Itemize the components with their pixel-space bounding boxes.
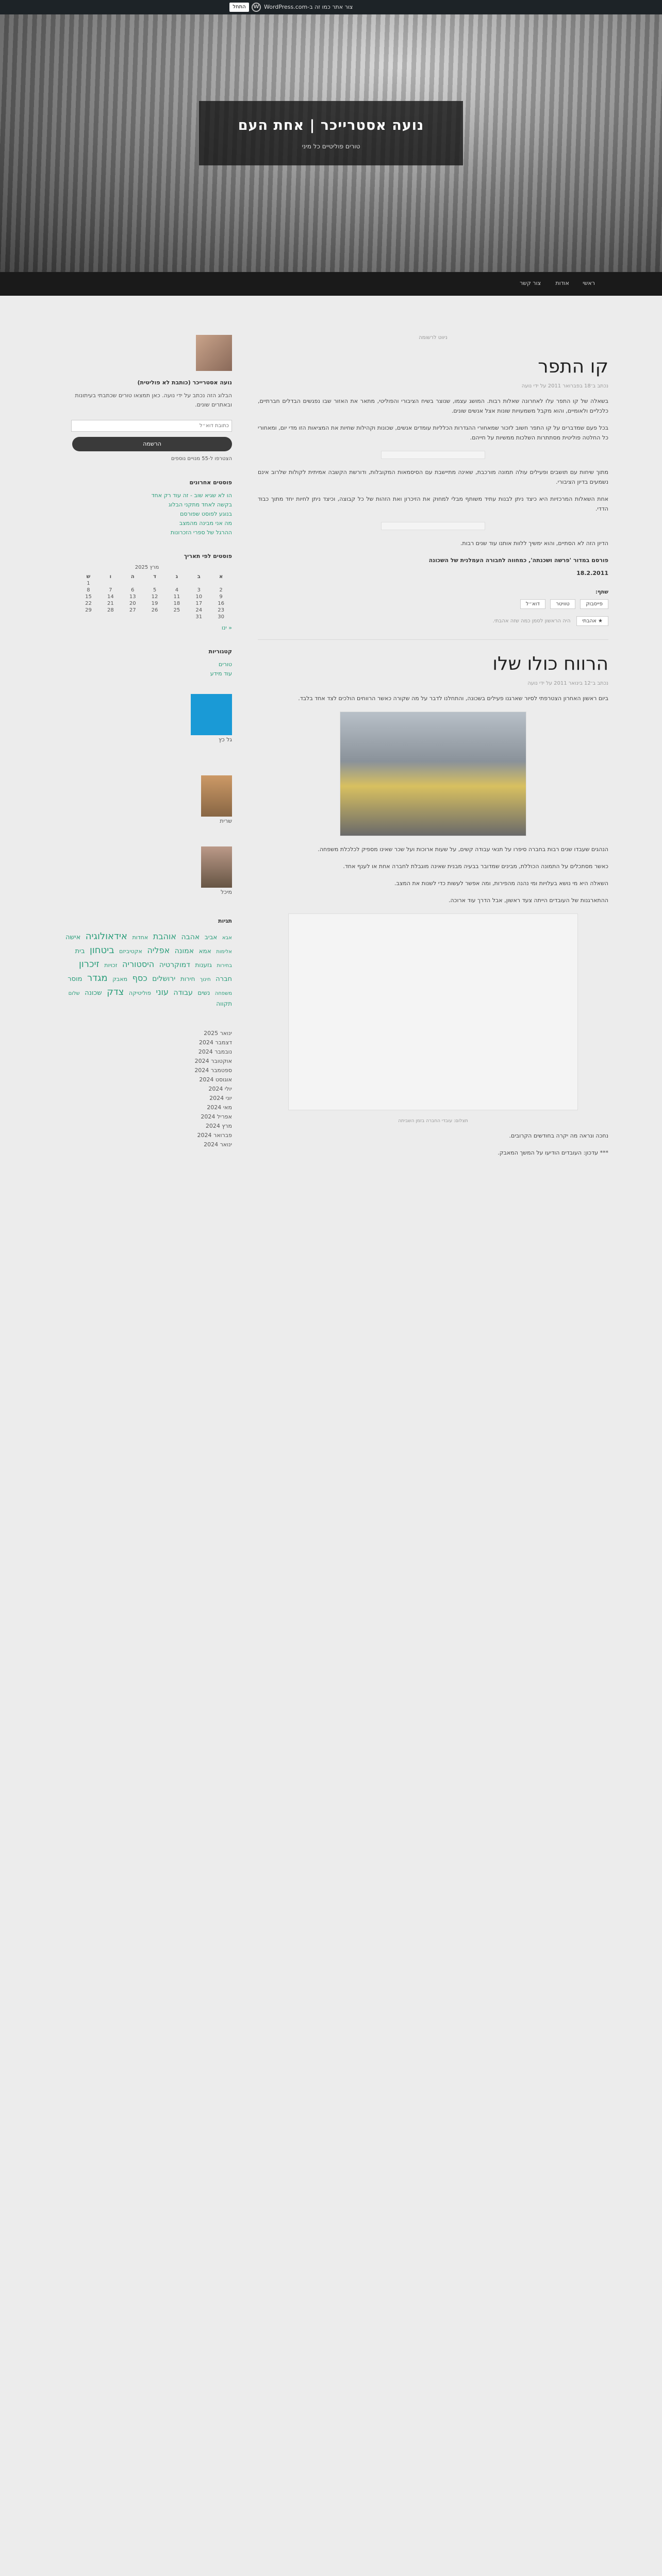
image-caption: תצלום: עובדי החברה בזמן השביתה xyxy=(398,1118,468,1124)
site-title[interactable]: נועה אסטרייכר | אחת העם xyxy=(238,117,424,133)
tag-link[interactable]: אמונה xyxy=(174,947,194,955)
calendar-day: 11 xyxy=(173,594,180,600)
post-image xyxy=(381,522,485,530)
tag-link[interactable]: כסף xyxy=(132,973,147,983)
post-body xyxy=(258,693,608,1158)
calendar-day xyxy=(210,580,232,587)
recent-post-link[interactable]: הו לא שגיא שוב - זה עוד רק אחד xyxy=(151,492,232,499)
calendar-day: 26 xyxy=(151,607,158,613)
calendar-day xyxy=(122,580,144,587)
calendar-day: 3 xyxy=(197,587,201,593)
post-image xyxy=(381,451,485,459)
category-link[interactable]: טורים xyxy=(218,661,232,668)
share-facebook-button[interactable]: פייסבוק xyxy=(580,599,608,609)
tag-link[interactable]: צדק xyxy=(107,987,124,997)
archive-month-link[interactable]: נובמבר 2024 xyxy=(198,1048,232,1055)
post-separator xyxy=(258,639,608,640)
calendar-prev-link[interactable]: « ינו xyxy=(221,624,232,631)
post-paragraph: ההתארגנות של העובדים הייתה צעד ראשון, אבל הדרך עוד ארוכה. xyxy=(448,897,608,904)
calendar-day-header: ש xyxy=(86,574,91,580)
archive-month-link[interactable]: יוני 2024 xyxy=(209,1095,232,1101)
calendar-day: 12 xyxy=(151,594,158,600)
person-image[interactable] xyxy=(191,694,232,735)
star-icon: ★ xyxy=(598,618,603,624)
share-title: שתף: xyxy=(595,589,608,595)
tag-link[interactable]: עבודה xyxy=(173,989,193,997)
share-email-button[interactable]: דוא״ל xyxy=(520,599,545,609)
calendar-day: 6 xyxy=(131,587,135,593)
person-image[interactable] xyxy=(201,846,232,888)
person-image[interactable] xyxy=(201,775,232,817)
tag-link[interactable]: פוליטיקה xyxy=(128,990,152,996)
like-button-label: אהבתי xyxy=(582,618,597,624)
tag-link[interactable]: שלום xyxy=(68,991,80,996)
calendar-day: 1 xyxy=(87,581,90,586)
post-footer-date: 18.2.2011 xyxy=(576,570,608,577)
category-link[interactable]: עוד מידע xyxy=(210,670,232,677)
subscribe-note: הצטרפו ל-55 מנויים נוספים xyxy=(171,456,232,462)
subscribe-button[interactable]: הרשמה xyxy=(72,437,232,451)
tag-link[interactable]: אפליה xyxy=(147,945,170,955)
calendar-day xyxy=(144,614,166,620)
tag-link[interactable]: חינוך xyxy=(200,977,211,982)
tag-link[interactable]: מאבק xyxy=(112,976,128,982)
calendar-day-header: ה xyxy=(130,574,135,580)
sidebar xyxy=(62,335,232,1149)
tag-link[interactable]: אביב xyxy=(204,934,218,941)
tag-link[interactable]: תקווה xyxy=(216,1000,232,1007)
calendar-day: 17 xyxy=(195,601,203,606)
admin-bar xyxy=(0,0,662,14)
post-paragraph: *** עדכון: העובדים הודיעו על המשך המאבק. xyxy=(498,1149,608,1156)
tag-link[interactable]: אלימות xyxy=(216,949,232,955)
tag-cloud xyxy=(62,929,232,1008)
calendar-day xyxy=(166,580,188,587)
profile-widget xyxy=(62,335,232,410)
recent-posts-title: פוסטים אחרונים xyxy=(189,479,232,486)
calendar-day: 14 xyxy=(107,594,114,600)
tag-link[interactable]: חברה xyxy=(216,975,232,983)
tag-link[interactable]: משפחה xyxy=(214,991,232,996)
calendar-day: 16 xyxy=(218,601,224,606)
wordpress-logo-icon[interactable]: W xyxy=(252,3,261,12)
post-paragraph: הדיון הזה לא הסתיים, והוא ימשיך ללוות אותנו עוד שנים רבות. xyxy=(460,540,608,547)
calendar-day: 23 xyxy=(218,607,224,613)
post xyxy=(258,356,608,626)
tag-link[interactable]: מגדר xyxy=(87,973,108,984)
tag-link[interactable]: אבא xyxy=(222,935,232,941)
calendar-day xyxy=(122,614,144,620)
calendar-day xyxy=(188,580,210,587)
calendar-day: 28 xyxy=(107,607,114,613)
archive-month-link[interactable]: יולי 2024 xyxy=(208,1086,232,1092)
tag-link[interactable]: דמוקרטיה xyxy=(159,961,190,969)
recent-post-link[interactable]: בנוגע לפוסט שפורסם xyxy=(180,511,232,517)
archive-month-link[interactable]: אוקטובר 2024 xyxy=(194,1058,232,1064)
tag-link[interactable]: בית xyxy=(75,947,85,955)
archive-month-link[interactable]: אוגוסט 2024 xyxy=(199,1076,232,1083)
tag-link[interactable]: אידאולוגיה xyxy=(85,931,127,942)
post-body xyxy=(258,396,608,578)
post-meta: נכתב ב־18 בפברואר 2011 על ידי נועה xyxy=(521,383,608,389)
main-nav xyxy=(0,272,662,296)
archive-month-link[interactable]: אפריל 2024 xyxy=(201,1113,232,1120)
post xyxy=(258,653,608,1158)
calendar-month: מרץ 2025 xyxy=(135,565,159,570)
calendar-day: 29 xyxy=(85,607,92,613)
tag-link[interactable]: נשים xyxy=(197,989,210,996)
post-paragraph: אחת השאלות המרכזיות היא כיצד ניתן לבנות עתיד משותף מבלי למחוק את הזיכרון ואת הזהות של כל קבוצה, וכיצד ניתן לחיות יחד מתוך כבוד הדדי. xyxy=(258,496,608,512)
recent-post-link[interactable]: מה אני מבינה מהמצב xyxy=(179,520,232,527)
calendar-day: 25 xyxy=(173,607,180,613)
calendar-day-header: ב xyxy=(197,574,201,580)
admin-bar-promo[interactable]: צור אתר כמו זה ב-WordPress.com xyxy=(264,4,353,10)
calendar-day-header: א xyxy=(219,574,223,580)
calendar-day: 30 xyxy=(218,614,224,620)
archive-month-link[interactable]: ספטמבר 2024 xyxy=(194,1067,232,1074)
calendar-day: 24 xyxy=(195,607,203,613)
tag-link[interactable]: זכויות xyxy=(104,962,118,969)
categories-widget xyxy=(62,648,232,679)
nav-item-contact[interactable]: צור קשר xyxy=(519,280,541,286)
calendar-day xyxy=(166,614,188,620)
archive-month-link[interactable]: מרץ 2024 xyxy=(205,1123,232,1129)
post-title[interactable]: קו התפר xyxy=(538,356,608,377)
post-title[interactable]: הרווח כולו שלו xyxy=(492,653,608,674)
archive-month-link[interactable]: מאי 2024 xyxy=(207,1104,232,1111)
tag-link[interactable]: אהבה xyxy=(181,933,200,941)
recent-posts-widget xyxy=(62,479,232,537)
post-paragraph: נחכה ונראה מה יקרה בחודשים הקרובים. xyxy=(509,1132,608,1139)
tag-link[interactable]: חירות xyxy=(180,975,195,982)
post-image xyxy=(340,711,526,836)
calendar-day: 9 xyxy=(219,594,223,600)
tag-link[interactable]: אוהבת xyxy=(153,931,176,941)
email-field[interactable] xyxy=(71,420,232,432)
archive-list xyxy=(62,1029,232,1149)
post-paragraph: השאלה היא מי נושא בעלויות ומי נהנה מהפירות, ומה אפשר לעשות כדי לשנות את המצב. xyxy=(394,880,608,887)
site-header xyxy=(0,14,662,272)
calendar-day xyxy=(100,614,122,620)
post-paragraph: בכל פעם שמדברים על קו התפר חשוב לזכור שמאחורי ההגדרות הכלליות עומדים אנשים, שכונות וקהילות שחיות את המציאות הזו מדי יום, ומאחורי כל החלטה פוליטית מסתתרות השלכות ממשיות על חייהם. xyxy=(258,425,608,441)
calendar-day: 22 xyxy=(85,601,92,606)
calendar-day-header: ד xyxy=(153,574,156,580)
calendar-table xyxy=(77,573,232,620)
like-text: היה הראשון לסמן כמה שזה אהבתי. xyxy=(492,618,571,624)
person-caption: שרית xyxy=(220,818,232,824)
site-description: טורים פוליטיים כל מיני xyxy=(302,143,360,150)
post-meta: נכתב ב־12 בינואר 2011 על ידי נועה xyxy=(527,681,608,686)
calendar-day: 18 xyxy=(173,601,180,606)
calendar-day-header: ג xyxy=(175,574,178,580)
tag-link[interactable]: אישה xyxy=(65,934,81,941)
calendar-widget xyxy=(62,553,232,633)
tag-link[interactable]: זיכרון xyxy=(78,959,100,970)
post-paragraph: בשאלה של קו התפר עלו לאחרונה שאלות רבות. המושג עצמו, שנוצר בשיח הציבורי והפוליטי, מתאר את האזור שבו נפגשים הבדלים חברתיים, כלכליים ולאומיים, והוא מקבל משמעויות שונות אצל אנשים שונים. xyxy=(258,398,608,414)
share-twitter-button[interactable]: טוויטר xyxy=(550,599,575,609)
tag-link[interactable]: אחדות xyxy=(132,934,148,941)
tag-link[interactable]: אקטיביזם xyxy=(119,948,142,955)
site-title-box xyxy=(199,101,463,165)
tag-link[interactable]: גזענות xyxy=(195,961,212,969)
avatar[interactable] xyxy=(196,335,232,371)
archive-month-link[interactable]: דצמבר 2024 xyxy=(198,1039,232,1046)
calendar-day: 27 xyxy=(129,607,136,613)
calendar-day xyxy=(100,580,122,587)
post-paragraph: ביום ראשון האחרון הצטרפתי לסיור שארגנו פעילים בשכונה, והתחלנו לדבר על מה שקורה כאשר הרווחים הולכים לצד אחד בלבד. xyxy=(298,695,608,702)
categories-title: קטגוריות xyxy=(208,648,232,655)
tag-link[interactable]: ירושלים xyxy=(152,975,176,983)
nav-item-home[interactable]: ראשי xyxy=(583,280,595,286)
tag-link[interactable]: היסטוריה xyxy=(122,959,155,969)
calendar-day xyxy=(144,580,166,587)
tags-widget xyxy=(62,918,232,1008)
start-button[interactable]: התחל xyxy=(229,3,249,12)
profile-title: נועה אסטרייכר (כותבת לא פוליטית) xyxy=(137,379,232,386)
calendar-day: 13 xyxy=(129,594,136,600)
calendar-day: 5 xyxy=(153,587,157,593)
tag-link[interactable]: בחירות xyxy=(217,963,232,969)
calendar-day: 19 xyxy=(151,601,158,606)
post-paragraph: הנהגים שעבדו שנים רבות בחברה סיפרו על תנאי עבודה קשים, על שעות ארוכות ועל שכר שאינו מספיק לכלכלת משפחה. xyxy=(318,846,608,853)
calendar-day: 7 xyxy=(109,587,112,593)
tag-link[interactable]: אמא xyxy=(198,947,211,955)
archive-month-link[interactable]: ינואר 2025 xyxy=(204,1030,232,1037)
calendar-day: 10 xyxy=(195,594,203,600)
calendar-day-header: ו xyxy=(109,574,112,580)
calendar-day: 2 xyxy=(219,587,223,593)
post-navigation-label[interactable]: ניווט לרשומה xyxy=(419,335,448,341)
tag-link[interactable]: שכונה xyxy=(85,989,102,997)
profile-text: הבלוג הזה נכתב על ידי נועה. כאן תמצאו טורים שכתבתי בעיתונות ובאתרים שונים. xyxy=(75,392,232,408)
calendar-day: 20 xyxy=(129,601,136,606)
calendar-day: 21 xyxy=(107,601,114,606)
subscribe-widget xyxy=(62,420,232,464)
calendar-day: 31 xyxy=(195,614,203,620)
tags-title: תגיות xyxy=(218,918,232,924)
calendar-day: 15 xyxy=(85,594,92,600)
recent-post-link[interactable]: ההרגל של ספרי הזכרונות xyxy=(170,529,232,536)
nav-item-about[interactable]: אודות xyxy=(555,280,569,286)
calendar-title: פוסטים לפי תאריך xyxy=(184,553,232,560)
share-box xyxy=(258,589,608,626)
archive-month-link[interactable]: ינואר 2024 xyxy=(204,1141,232,1148)
tag-link[interactable]: ביטחון xyxy=(89,945,114,956)
main-content xyxy=(258,335,608,1165)
person-caption: מיכל xyxy=(221,889,232,895)
calendar-day xyxy=(77,614,100,620)
post-paragraph: כאשר מסתכלים על התמונה הכוללת, מבינים שמדובר בבעיה מבנית שאינה מוגבלת לחברה אחת או לענף אחד. xyxy=(343,863,608,870)
archive-month-link[interactable]: פברואר 2024 xyxy=(197,1132,232,1139)
person-caption: גל כץ xyxy=(218,736,232,743)
post-image xyxy=(288,913,578,1110)
recent-post-link[interactable]: בקשה לאחד מתקני הבלוג xyxy=(168,501,232,508)
post-paragraph: מתוך שיחות עם תושבים ופעילים עולה תמונה מורכבת, שאינה מתיישבת עם הסיסמאות המקובלות, ודורשת הקשבה אמיתית לקולות שלרוב אינם נשמעים בדיון הציבורי. xyxy=(258,469,608,485)
archive-widget xyxy=(62,1029,232,1149)
tag-link[interactable]: עוני xyxy=(156,987,169,997)
calendar-day: 4 xyxy=(175,587,179,593)
like-button[interactable] xyxy=(576,616,608,626)
tag-link[interactable]: מוסר xyxy=(68,975,82,983)
people-widget xyxy=(62,694,232,897)
calendar-day: 8 xyxy=(87,587,90,593)
post-footer-note: פורסם במדור 'פרשה ושכנתה', כמחווה לחבורה העמלנית של השכונה xyxy=(428,557,608,564)
